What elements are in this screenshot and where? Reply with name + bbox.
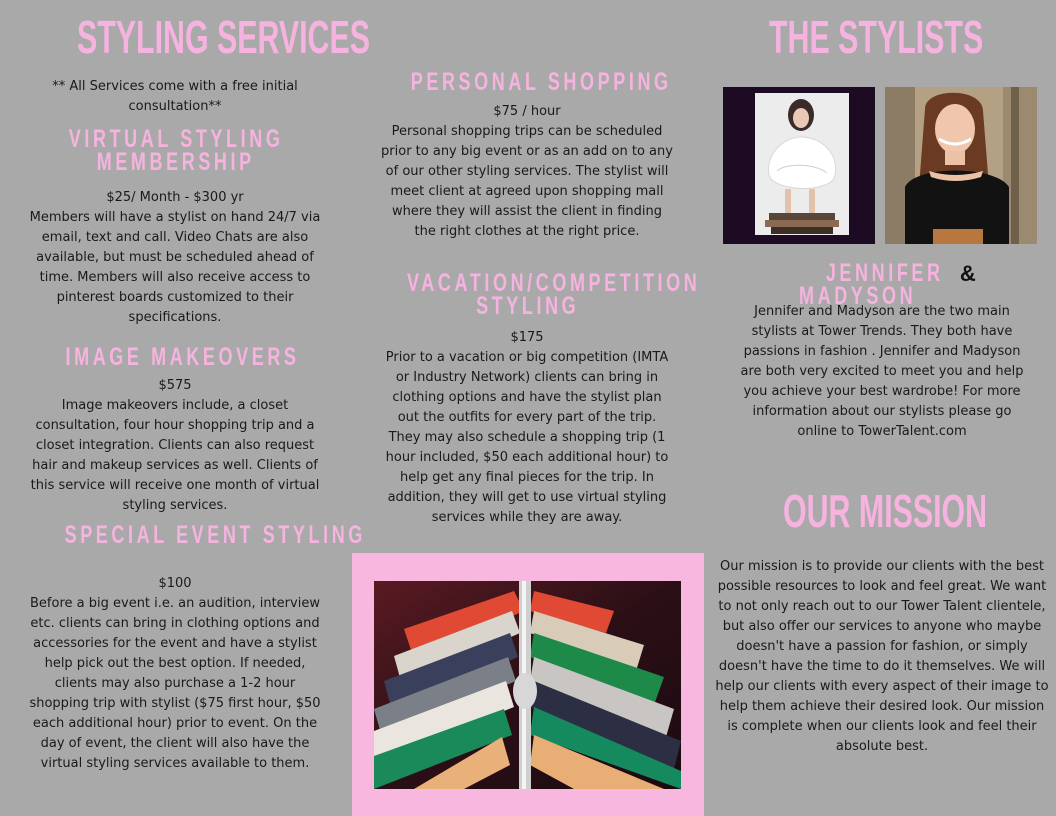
virtual-styling-section bbox=[28, 188, 322, 328]
special-event-title-text: SPECIAL EVENT STYLING bbox=[64, 521, 366, 549]
our-mission-title: OUR MISSION bbox=[783, 485, 988, 537]
jennifer-figure bbox=[755, 93, 849, 235]
image-makeovers-section bbox=[28, 376, 322, 516]
special-event-desc: Before a big event i.e. an audition, interview etc. clients can bring in clothing options and accessories for the event and have a stylist help pick out the best option. If needed, clients may also purchase a 1-2 hour shopping trip with stylist ($75 first hour, $50 each additional hour) prior to event. On the day of event, the client will also have the virtual styling services available to them. bbox=[29, 596, 321, 771]
clothing-rack-illustration bbox=[374, 581, 681, 789]
personal-shopping-title bbox=[360, 68, 686, 96]
vacation-styling-title bbox=[350, 269, 706, 320]
virtual-styling-title-line2: MEMBERSHIP bbox=[96, 148, 256, 176]
image-makeovers-desc: Image makeovers include, a closet consultation, four hour shopping trip and a closet integration. Clients can also request hair and makeup services as well. Clients of this service will receive one month of virtual styling services. bbox=[30, 398, 320, 513]
consultation-note: ** All Services come with a free initial consultation** bbox=[52, 79, 298, 114]
virtual-styling-price: $25/ Month - $300 yr bbox=[106, 190, 244, 205]
vacation-styling-desc: Prior to a vacation or big competition (IMTA or Industry Network) clients can bring in clothing options and have the stylist plan out the outfits for every part of the trip. They may also schedule a shopping trip (1 hour included, $50 each additional hour) to help get any final pieces for the trip. In addition, they will get to use virtual styling services while they are away. bbox=[385, 350, 669, 525]
clothing-rack-photo bbox=[374, 581, 681, 789]
mission-text: Our mission is to provide our clients with the best possible resources to look and feel great. We want to not only reach out to our Tower Talent clientele, but also offer our services to anyone who maybe doesn't have a passion for fashion, or simply doesn't have the time to do it themselves. We will help our clients with every aspect of their image to help them achieve their desired look. Our mission is complete when our clients look and feel their absolute best. bbox=[715, 559, 1049, 754]
personal-shopping-desc: Personal shopping trips can be scheduled prior to any big event or as an add on to any of our other styling services. The stylist will meet client at agreed upon shopping mall where they will assist the client in finding the right clothes at the right price. bbox=[381, 124, 673, 239]
stylist-name-madyson: MADYSON bbox=[798, 282, 916, 310]
vacation-styling-title-line2: STYLING bbox=[476, 292, 580, 320]
personal-shopping-section bbox=[380, 102, 674, 242]
stylists-bio: Jennifer and Madyson are the two main stylists at Tower Trends. They both have passions in fashion . Jennifer and Madyson are both very excited to meet you and help you achieve your best wardrobe! For more information about our stylists please go online to TowerTalent.com bbox=[740, 304, 1024, 439]
image-makeovers-title-text: IMAGE MAKEOVERS bbox=[65, 343, 300, 371]
special-event-section bbox=[28, 574, 322, 774]
ampersand: & bbox=[959, 261, 976, 286]
stylist-name-jennifer: JENNIFER bbox=[826, 259, 944, 287]
vacation-styling-price: $175 bbox=[510, 330, 544, 345]
image-makeovers-price: $575 bbox=[158, 378, 192, 393]
special-event-title bbox=[6, 521, 366, 549]
madyson-figure bbox=[885, 87, 1037, 244]
clothing-photo-frame bbox=[352, 553, 704, 816]
jennifer-photo bbox=[723, 87, 875, 244]
jennifer-photo-inner bbox=[755, 93, 849, 235]
virtual-styling-title-line1: VIRTUAL STYLING bbox=[68, 125, 284, 153]
styling-services-title: STYLING SERVICES bbox=[76, 11, 370, 63]
madyson-photo bbox=[885, 87, 1037, 244]
vacation-styling-section bbox=[380, 328, 674, 528]
personal-shopping-title-text: PERSONAL SHOPPING bbox=[410, 68, 672, 96]
virtual-styling-desc: Members will have a stylist on hand 24/7 via email, text and call. Video Chats are also available, but must be scheduled ahead of time. Members will also receive access to pinterest boards customized to their specifications. bbox=[29, 210, 321, 325]
virtual-styling-title bbox=[20, 125, 332, 176]
vacation-styling-title-line1: VACATION/COMPETITION bbox=[407, 269, 701, 297]
image-makeovers-title bbox=[20, 343, 332, 371]
special-event-price: $100 bbox=[158, 576, 192, 591]
stylists-title: THE STYLISTS bbox=[769, 11, 984, 63]
personal-shopping-price: $75 / hour bbox=[493, 104, 561, 119]
